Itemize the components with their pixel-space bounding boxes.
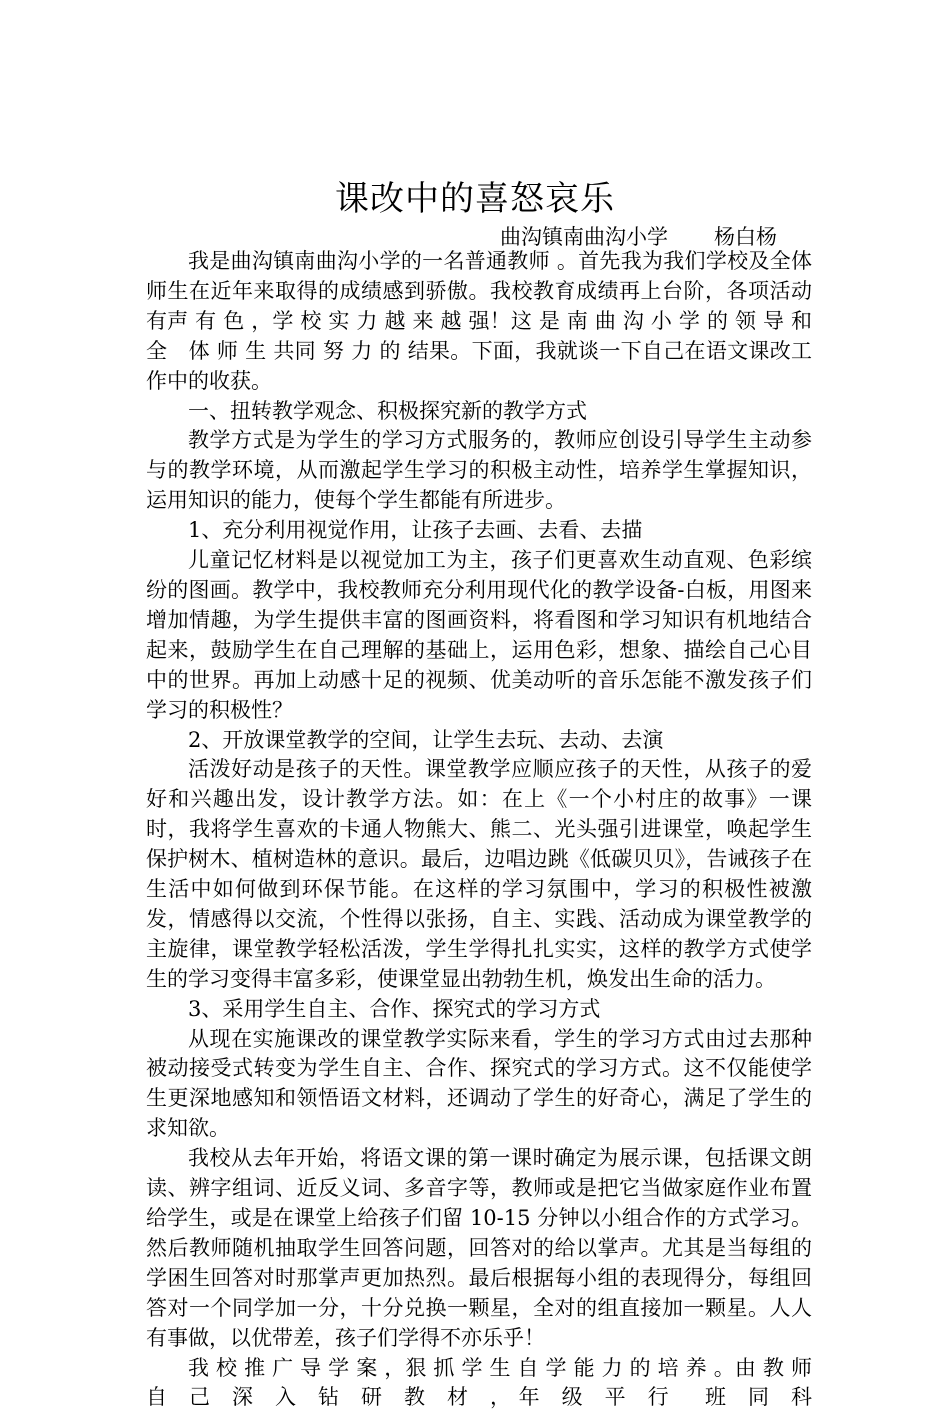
paragraph: 我 校 推 广 导 学 案 ，狠 抓 学 生 自 学 能 力 的 培 养 。由 教 师 自 己 深 入 钻 研 教 材 ，年 级 平 行 班 同 科 — [146, 1355, 812, 1410]
subsection-heading: 2、开放课堂教学的空间，让学生去玩、去动、去演 — [188, 727, 664, 752]
subsection-heading: 1、充分利用视觉作用，让孩子去画、去看、去描 — [188, 518, 643, 543]
section-heading: 一、扭转教学观念、积极探究新的教学方式 — [188, 398, 587, 423]
document-title: 课改中的喜怒哀乐 — [335, 179, 615, 219]
subsection-heading: 3、采用学生自主、合作、探究式的学习方式 — [188, 996, 601, 1021]
paragraph: 教学方式是为学生的学习方式服务的，教师应创设引导学生主动参与的教学环境，从而激起学生学习的积极主动性，培养学生掌握知识，运用知识的能力，使每个学生都能有所进步。 — [146, 428, 812, 513]
paragraph: 我校从去年开始，将语文课的第一课时确定为展示课，包括课文朗读、辨字组词、近反义词、多音字等，教师或是把它当做家庭作业布置给学生，或是在课堂上给孩子们留 10-15 分钟以小组合作的方式学习。然后教师随机抽取学生回答问题，回答对的给以掌声。尤其是当每组的学困生回答对时那掌声更加热烈。最后根据每小组的表现得分，每组回答对一个同学加一分，十分兑换一颗星，全对的组直接加一颗星。人人有事做，以优带差，孩子们学得不亦乐乎！ — [146, 1146, 812, 1350]
paragraph: 活泼好动是孩子的天性。课堂教学应顺应孩子的天性，从孩子的爱好和兴趣出发，设计教学方法。如：在上《一个小村庄的故事》一课时，我将学生喜欢的卡通人物熊大、熊二、光头强引进课堂，唤起学生保护树木、植树造林的意识。最后，边唱边跳《低碳贝贝》，告诫孩子在生活中如何做到环保节能。在这样的学习氛围中，学习的积极性被激发，情感得以交流，个性得以张扬，自主、实践、活动成为课堂教学的主旋律，课堂教学轻松活泼，学生学得扎扎实实，这样的教学方式使学生的学习变得丰富多彩，使课堂显出勃勃生机，焕发出生命的活力。 — [146, 757, 812, 991]
paragraph: 儿童记忆材料是以视觉加工为主，孩子们更喜欢生动直观、色彩缤纷的图画。教学中，我校教师充分利用现代化的教学设备-白板，用图来增加情趣，为学生提供丰富的图画资料，将看图和学习知识有机地结合起来，鼓励学生在自己理解的基础上，运用色彩，想象、描绘自己心目中的世界。再加上动感十足的视频、优美动听的音乐怎能不激发孩子们学习的积极性？ — [146, 548, 812, 722]
paragraph: 从现在实施课改的课堂教学实际来看，学生的学习方式由过去那种被动接受式转变为学生自主、合作、探究式的学习方式。这不仅能使学生更深地感知和领悟语文材料，还调动了学生的好奇心，满足了学生的求知欲。 — [146, 1026, 812, 1141]
byline-school: 曲沟镇南曲沟小学 — [500, 225, 668, 249]
byline-author: 杨白杨 — [714, 225, 777, 249]
paragraph: 我是曲沟镇南曲沟小学的一名普通教师 。首先我为我们学校及全体师生在近年来取得的成绩感到骄傲。我校教育成绩再上台阶，各项活动有声 有 色 ，学 校 实 力 越 来 越 强！这 是 南 曲 沟 小 学 的 领 导 和 全 体 师 生 共同 努 力 的 结果。下面，我就谈一下自己在语文课改工作中的收获。 — [146, 249, 812, 393]
body-text — [146, 247, 812, 1413]
